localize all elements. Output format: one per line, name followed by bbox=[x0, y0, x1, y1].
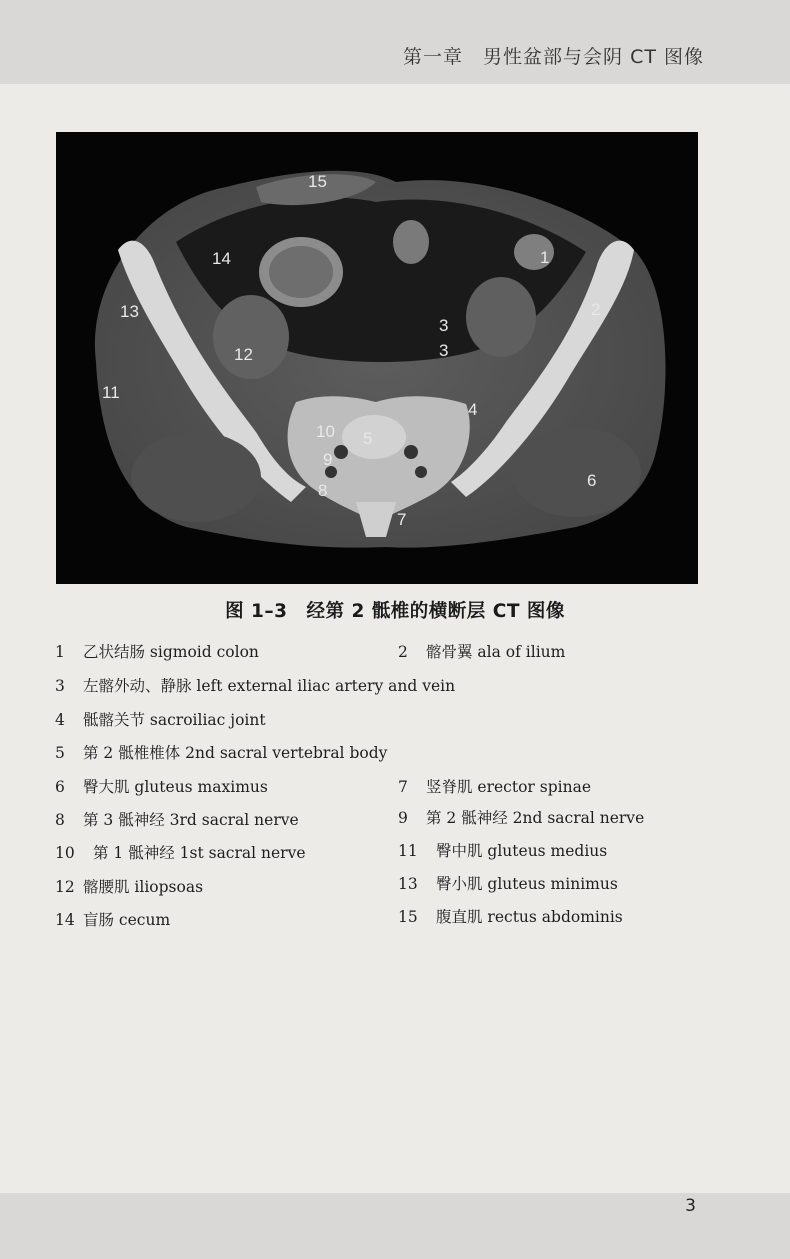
gluteus-maximus-left bbox=[511, 427, 641, 517]
ct-label-3b: 3 bbox=[439, 341, 449, 360]
legend-item: 2 髂骨翼 ala of ilium bbox=[398, 643, 566, 661]
legend-item: 7 竖脊肌 erector spinae bbox=[398, 778, 591, 796]
ct-label-8: 8 bbox=[318, 481, 328, 500]
legend-item: 10 第 1 骶神经 1st sacral nerve bbox=[55, 844, 306, 862]
ct-label-15: 15 bbox=[308, 172, 327, 191]
ct-label-14: 14 bbox=[212, 249, 231, 268]
iliopsoas-right bbox=[213, 295, 289, 379]
figure-caption: 图 1–3 经第 2 骶椎的横断层 CT 图像 bbox=[225, 601, 565, 622]
ct-label-2: 2 bbox=[591, 300, 601, 319]
ct-label-6: 6 bbox=[587, 471, 597, 490]
ct-scan-illustration bbox=[56, 132, 698, 584]
legend-item: 5 第 2 骶椎椎体 2nd sacral vertebral body bbox=[55, 744, 388, 762]
iliopsoas-left bbox=[466, 277, 536, 357]
footer-band bbox=[0, 1193, 790, 1259]
ct-label-9: 9 bbox=[323, 450, 333, 469]
legend-item: 4 骶髂关节 sacroiliac joint bbox=[55, 711, 266, 729]
legend-item: 6 臀大肌 gluteus maximus bbox=[55, 778, 268, 796]
sacral-foramen bbox=[334, 445, 348, 459]
ct-label-7: 7 bbox=[397, 510, 407, 529]
ct-label-4: 4 bbox=[468, 400, 478, 419]
ct-label-1: 1 bbox=[540, 248, 550, 267]
ct-label-5: 5 bbox=[363, 429, 373, 448]
ct-label-11: 11 bbox=[102, 383, 120, 402]
legend-item: 12 髂腰肌 iliopsoas bbox=[55, 878, 204, 896]
legend-item: 1 乙状结肠 sigmoid colon bbox=[55, 643, 259, 661]
gluteus-maximus-right bbox=[131, 432, 261, 522]
legend-item: 14 盲肠 cecum bbox=[55, 911, 171, 929]
legend-item: 3 左髂外动、静脉 left external iliac artery and vein bbox=[55, 677, 456, 695]
legend-item: 9 第 2 骶神经 2nd sacral nerve bbox=[398, 809, 645, 827]
legend-item: 8 第 3 骶神经 3rd sacral nerve bbox=[55, 811, 299, 829]
legend-item: 13 臀小肌 gluteus minimus bbox=[398, 875, 618, 893]
ct-label-3a: 3 bbox=[439, 316, 449, 335]
running-head: 第一章 男性盆部与会阴 CT 图像 bbox=[403, 46, 704, 68]
ct-image bbox=[56, 132, 698, 584]
page-number: 3 bbox=[685, 1196, 696, 1216]
bowel-loop bbox=[393, 220, 429, 264]
ct-label-13: 13 bbox=[120, 302, 139, 321]
ct-label-12: 12 bbox=[234, 345, 253, 364]
sacral-vertebral-body bbox=[342, 415, 406, 459]
ct-label-10: 10 bbox=[316, 422, 335, 441]
legend-item: 15 腹直肌 rectus abdominis bbox=[398, 908, 623, 926]
legend-item: 11 臀中肌 gluteus medius bbox=[398, 842, 608, 860]
